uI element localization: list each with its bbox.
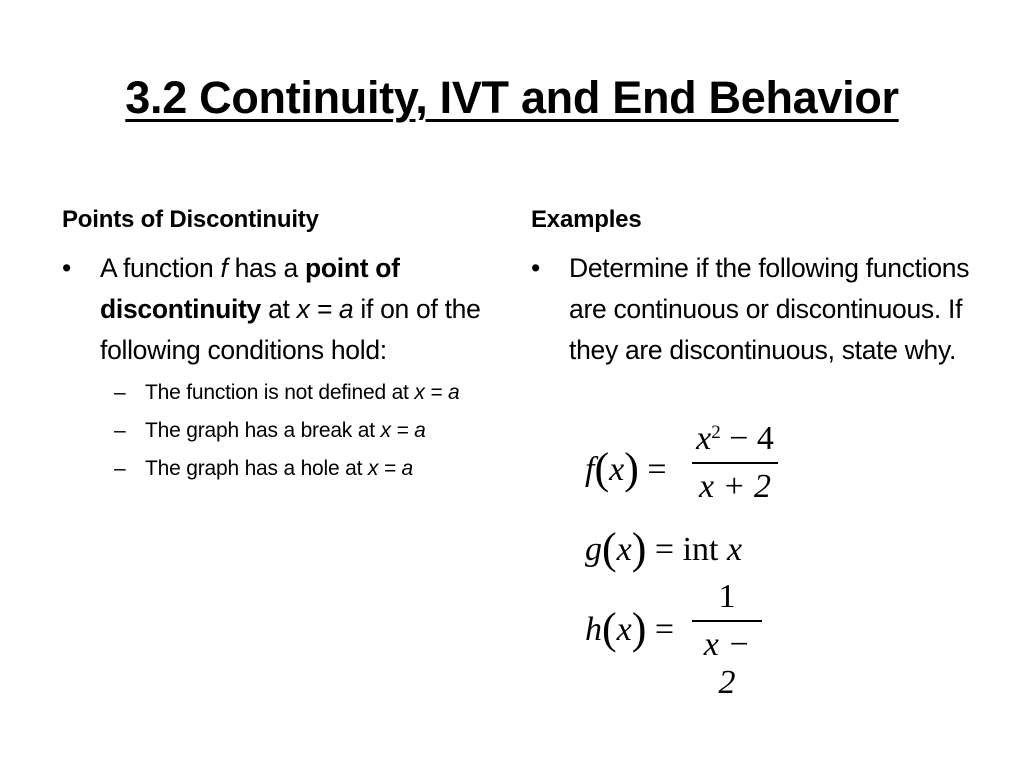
num-var: x bbox=[696, 420, 712, 457]
eq-var: x bbox=[616, 531, 632, 568]
dash-marker: – bbox=[114, 419, 126, 442]
definition-text-7: if on of the following conditions hold: bbox=[100, 294, 481, 365]
slide-title: 3.2 Continuity, IVT and End Behavior bbox=[125, 72, 899, 123]
bullet-marker: • bbox=[62, 253, 71, 283]
equation-h-fraction bbox=[692, 578, 762, 702]
bullet-marker: • bbox=[531, 253, 540, 283]
equation-h-lhs bbox=[585, 600, 674, 651]
condition-text: The graph has a hole at bbox=[145, 457, 368, 480]
equation-f-lhs bbox=[585, 440, 667, 491]
eq-var: x bbox=[616, 611, 632, 648]
eq-lparen: ( bbox=[594, 444, 610, 493]
equation-f-fraction bbox=[692, 420, 778, 506]
dash-marker: – bbox=[114, 457, 126, 480]
condition-var: x = a bbox=[380, 419, 426, 442]
eq-var: x bbox=[609, 451, 625, 488]
eq-lparen: ( bbox=[602, 604, 617, 653]
eq-int-var: x bbox=[727, 531, 743, 568]
right-heading: Examples bbox=[531, 206, 642, 233]
dash-marker: – bbox=[114, 381, 126, 404]
eq-rparen: ) bbox=[631, 604, 647, 653]
fraction-numerator: 1 bbox=[692, 578, 762, 622]
fraction-numerator bbox=[692, 420, 778, 464]
examples-text: Determine if the following functions are continuous or discontinuous. If they are discontinuous, state why. bbox=[569, 253, 970, 365]
eq-equals: = bbox=[654, 531, 675, 568]
eq-equals: = bbox=[647, 451, 667, 488]
num-exponent: 2 bbox=[711, 422, 721, 443]
eq-int: int bbox=[682, 531, 727, 568]
definition-function-var: f bbox=[220, 253, 228, 283]
fraction-denominator: x − 2 bbox=[703, 626, 751, 701]
definition-condition: x = a bbox=[296, 294, 354, 324]
definition-text-1: A function bbox=[100, 253, 221, 283]
condition-list bbox=[62, 377, 502, 485]
examples-bullet bbox=[531, 248, 971, 371]
left-heading: Points of Discontinuity bbox=[62, 206, 319, 233]
equation-g bbox=[585, 520, 742, 571]
eq-fn-name: f bbox=[585, 451, 595, 488]
definition-bullet bbox=[62, 248, 502, 371]
eq-rparen: ) bbox=[631, 524, 647, 573]
condition-text: The function is not defined at bbox=[145, 381, 415, 404]
condition-text: The graph has a break at bbox=[145, 419, 381, 442]
definition-text-5: at bbox=[261, 294, 297, 324]
eq-lparen: ( bbox=[602, 524, 617, 573]
num-rest: − 4 bbox=[720, 420, 774, 457]
eq-fn-name: h bbox=[585, 611, 602, 648]
fraction-denominator: x + 2 bbox=[698, 468, 772, 505]
right-column bbox=[531, 200, 971, 371]
eq-equals: = bbox=[654, 611, 675, 648]
condition-var: x = a bbox=[414, 381, 460, 404]
left-column bbox=[62, 200, 502, 491]
eq-fn-name: g bbox=[585, 531, 602, 568]
condition-var: x = a bbox=[367, 457, 413, 480]
condition-item bbox=[62, 377, 502, 409]
definition-text-3: has a bbox=[227, 253, 305, 283]
condition-item bbox=[62, 453, 502, 485]
definition-term: point of discontinuity bbox=[100, 253, 400, 324]
eq-rparen: ) bbox=[624, 444, 639, 493]
condition-item bbox=[62, 415, 502, 447]
